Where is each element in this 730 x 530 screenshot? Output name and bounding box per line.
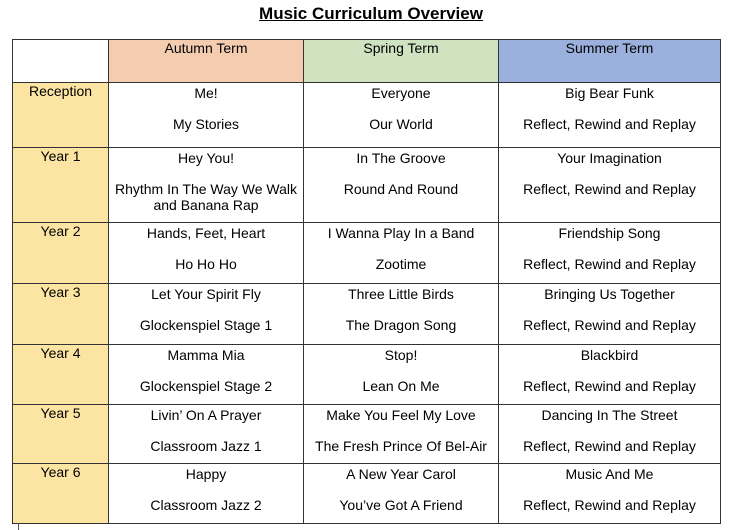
unit-title: Classroom Jazz 2 bbox=[150, 497, 262, 513]
unit-title: Friendship Song bbox=[558, 225, 661, 241]
unit-title: Reflect, Rewind and Replay bbox=[523, 317, 696, 333]
row-label: Year 4 bbox=[13, 345, 109, 405]
unit-title: Music And Me bbox=[565, 466, 654, 482]
unit-title: In The Groove bbox=[356, 150, 446, 166]
unit-title: Lean On Me bbox=[362, 378, 440, 394]
table-row bbox=[13, 345, 721, 405]
unit-title: I Wanna Play In a Band bbox=[327, 225, 475, 241]
unit-title: Me! bbox=[194, 85, 218, 101]
unit-title: Reflect, Rewind and Replay bbox=[523, 116, 696, 132]
row-label: Year 2 bbox=[13, 223, 109, 284]
unit-title: Mamma Mia bbox=[167, 347, 245, 363]
unit-title: Bringing Us Together bbox=[544, 286, 675, 302]
table-cell bbox=[499, 464, 721, 524]
table-cell bbox=[499, 83, 721, 148]
table-cell bbox=[304, 223, 499, 284]
unit-title: A New Year Carol bbox=[346, 466, 456, 482]
unit-title: Everyone bbox=[371, 85, 431, 101]
table-cell bbox=[499, 284, 721, 345]
row-label: Year 1 bbox=[13, 148, 109, 223]
unit-title: Reflect, Rewind and Replay bbox=[523, 378, 696, 394]
table-cell bbox=[109, 148, 304, 223]
unit-title: Rhythm In The Way We Walk and Banana Rap bbox=[114, 181, 298, 213]
unit-title: The Fresh Prince Of Bel-Air bbox=[315, 438, 487, 454]
table-cell bbox=[304, 284, 499, 345]
row-label: Reception bbox=[13, 83, 109, 148]
header-corner bbox=[13, 40, 109, 83]
table-cell bbox=[499, 405, 721, 464]
unit-title: Hey You! bbox=[177, 150, 235, 166]
unit-title: Glockenspiel Stage 1 bbox=[139, 317, 273, 333]
table-cell bbox=[109, 284, 304, 345]
table-cell bbox=[499, 148, 721, 223]
table-cell bbox=[499, 223, 721, 284]
unit-title: Glockenspiel Stage 2 bbox=[139, 378, 273, 394]
table-cell bbox=[109, 223, 304, 284]
table-cell bbox=[499, 345, 721, 405]
table-cell bbox=[109, 345, 304, 405]
unit-title: My Stories bbox=[172, 116, 240, 132]
unit-title: Round And Round bbox=[343, 181, 459, 197]
page-margin-marker bbox=[18, 523, 19, 530]
row-label: Year 6 bbox=[13, 464, 109, 524]
header-summer-term: Summer Term bbox=[499, 40, 721, 83]
unit-title: Blackbird bbox=[580, 347, 639, 363]
unit-title: Classroom Jazz 1 bbox=[150, 438, 262, 454]
unit-title: Reflect, Rewind and Replay bbox=[523, 256, 696, 272]
table-cell bbox=[304, 148, 499, 223]
row-label: Year 3 bbox=[13, 284, 109, 345]
row-label: Year 5 bbox=[13, 405, 109, 464]
unit-title: Hands, Feet, Heart bbox=[146, 225, 266, 241]
unit-title: Reflect, Rewind and Replay bbox=[523, 181, 696, 197]
table-cell bbox=[109, 83, 304, 148]
page-title: Music Curriculum Overview bbox=[259, 4, 483, 23]
unit-title: You’ve Got A Friend bbox=[339, 497, 463, 513]
table-cell bbox=[304, 83, 499, 148]
unit-title: Zootime bbox=[375, 256, 427, 272]
unit-title: Livin’ On A Prayer bbox=[150, 407, 262, 423]
unit-title: Reflect, Rewind and Replay bbox=[523, 438, 696, 454]
table-row bbox=[13, 148, 721, 223]
table-row bbox=[13, 405, 721, 464]
unit-title: Our World bbox=[369, 116, 433, 132]
curriculum-table bbox=[12, 39, 721, 524]
unit-title: Ho Ho Ho bbox=[175, 256, 237, 272]
header-row bbox=[13, 40, 721, 83]
unit-title: Let Your Spirit Fly bbox=[151, 286, 261, 302]
header-autumn-term: Autumn Term bbox=[109, 40, 304, 83]
table-cell bbox=[304, 405, 499, 464]
table-row bbox=[13, 83, 721, 148]
table-row bbox=[13, 284, 721, 345]
unit-title: Stop! bbox=[384, 347, 418, 363]
table-cell bbox=[304, 345, 499, 405]
unit-title: Three Little Birds bbox=[348, 286, 454, 302]
table-cell bbox=[109, 464, 304, 524]
table-cell bbox=[304, 464, 499, 524]
table-row bbox=[13, 464, 721, 524]
unit-title: Reflect, Rewind and Replay bbox=[523, 497, 696, 513]
unit-title: Your Imagination bbox=[557, 150, 662, 166]
table-row bbox=[13, 223, 721, 284]
header-spring-term: Spring Term bbox=[304, 40, 499, 83]
unit-title: Dancing In The Street bbox=[541, 407, 678, 423]
table-cell bbox=[109, 405, 304, 464]
unit-title: Big Bear Funk bbox=[565, 85, 654, 101]
unit-title: Happy bbox=[185, 466, 227, 482]
unit-title: Make You Feel My Love bbox=[326, 407, 476, 423]
unit-title: The Dragon Song bbox=[345, 317, 457, 333]
